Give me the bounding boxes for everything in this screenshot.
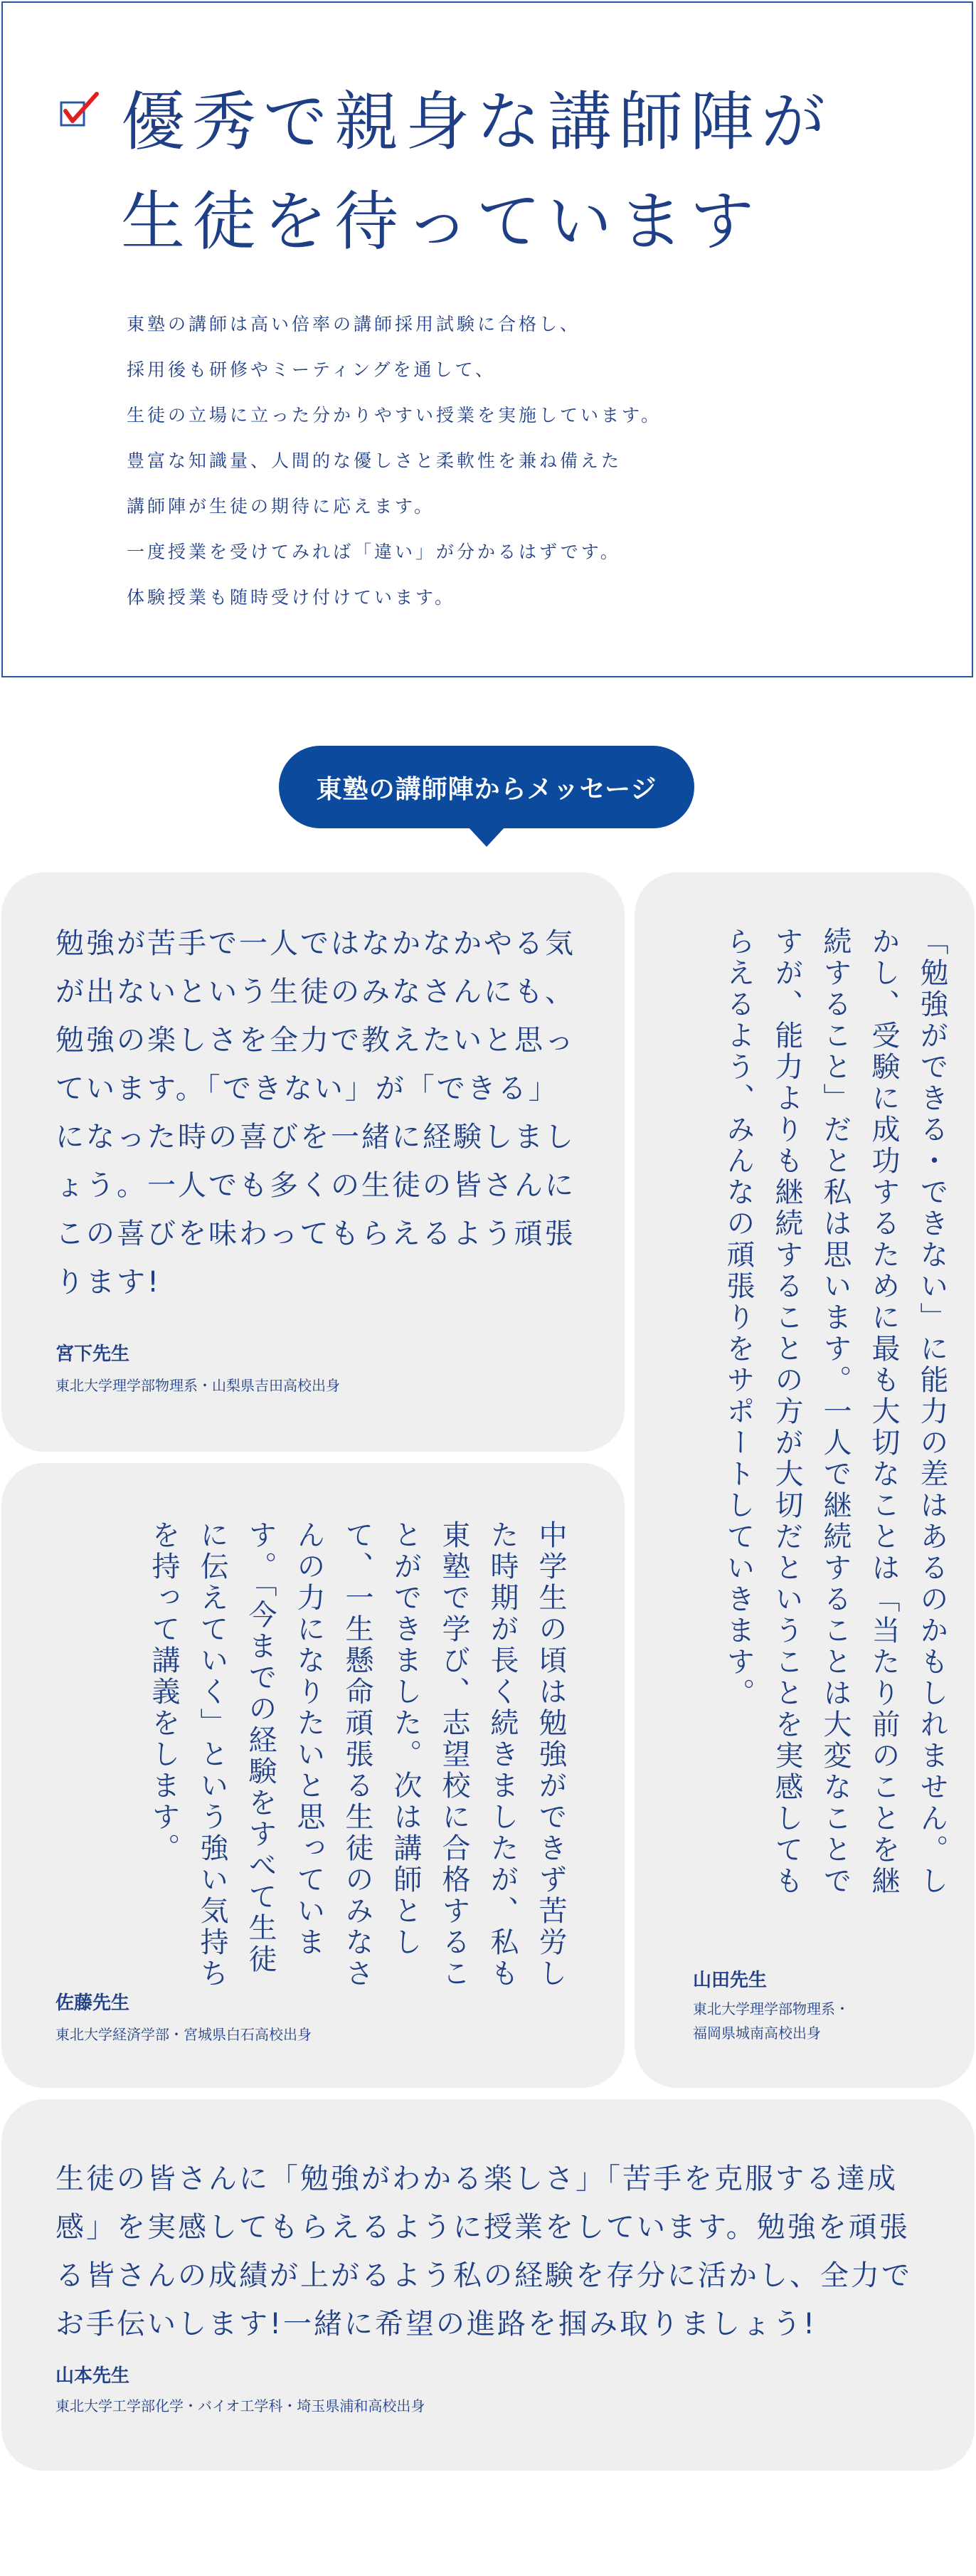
teacher-message: 「勉強ができる・できない」に能力の差はあるのかもしれません。しかし、受験に成功するために最も大切なことは「当たり前のことを継続すること」だと私は思います。一人で継続することは大変なことですが、能力よりも継続することの方が大切だということを実感してもらえるよう、みんなの頑張りをサポートしていきます。 (722, 927, 948, 1897)
teacher-message: 生徒の皆さんに「勉強がわかる楽しさ」「苦手を克服する達成感」を実感してもらえるように授業をしています。勉強を頑張る皆さんの成績が上がるよう私の経験を存分に活かし、全力でお手伝いします!一緒に希望の進路を掴み取りましょう! (55, 2163, 912, 2340)
teacher-school (55, 2394, 425, 2418)
intro-line: 豊富な知識量、人間的な優しさと柔軟性を兼ね備えた (127, 450, 622, 471)
teacher-card-sato (1, 1463, 625, 2088)
checkbox-check-icon (58, 90, 100, 131)
intro-body (127, 302, 662, 621)
teacher-card-miyashita (1, 872, 625, 1452)
teacher-name: 佐藤先生 (55, 1992, 130, 2014)
teacher-name: 山本先生 (55, 2365, 130, 2387)
teacher-message: 勉強が苦手で一人ではなかなかやる気が出ないという生徒のみなさんにも、勉強の楽しさを全力で教えたいと思っています。「できない」が「できる」になった時の喜びを一緒に経験しましょう。一人でも多くの生徒の皆さんにこの喜びを味わってもらえるよう頑張ります! (55, 927, 575, 1299)
speech-tail (468, 827, 505, 847)
section-title: 東塾の講師陣からメッセージ (316, 774, 657, 804)
intro-line: 一度授業を受けてみれば「違い」が分かるはずです。 (127, 542, 621, 562)
teacher-school-line: 東北大学工学部化学・バイオ工学科・埼玉県浦和高校出身 (55, 2397, 425, 2414)
intro-line: 採用後も研修やミーティングを通して、 (127, 359, 497, 380)
teacher-school-line: 福岡県城南高校出身 (693, 2025, 821, 2042)
teacher-school (55, 1373, 340, 1398)
intro-line: 生徒の立場に立った分かりやすい授業を実施しています。 (127, 405, 662, 426)
teacher-card-yamada (635, 872, 975, 2088)
teacher-school (693, 1997, 849, 2045)
teacher-message: 中学生の頃は勉強ができず苦労した時期が長く続きましたが、私も東塾で学び、志望校に合格することができました。次は講師として、一生懸命頑張る生徒のみなさんの力になりたいと思っています。「今までの経験をすべて生徒に伝えていく」という強い気持ちを持って講義をします。 (147, 1520, 567, 1990)
teacher-school (55, 2022, 312, 2047)
intro-line: 講師陣が生徒の期待に応えます。 (127, 496, 435, 517)
headline-line: 生徒を待っています (121, 184, 761, 259)
teacher-school-line: 東北大学経済学部・宮城県白石高校出身 (55, 2026, 312, 2043)
teacher-name: 山田先生 (693, 1970, 768, 1991)
teacher-card-yamamoto (1, 2099, 975, 2471)
section-title-badge (279, 746, 694, 828)
page-headline (121, 73, 832, 272)
intro-line: 東塾の講師は高い倍率の講師採用試験に合格し、 (127, 314, 581, 334)
headline-line: 優秀で親身な講師陣が (121, 85, 832, 159)
teacher-school-line: 東北大学理学部物理系・ (693, 2000, 849, 2017)
intro-line: 体験授業も随時受け付けています。 (127, 587, 456, 608)
intro-panel (1, 1, 973, 677)
teacher-name: 宮下先生 (55, 1344, 130, 1365)
teacher-school-line: 東北大学理学部物理系・山梨県吉田高校出身 (55, 1377, 340, 1394)
